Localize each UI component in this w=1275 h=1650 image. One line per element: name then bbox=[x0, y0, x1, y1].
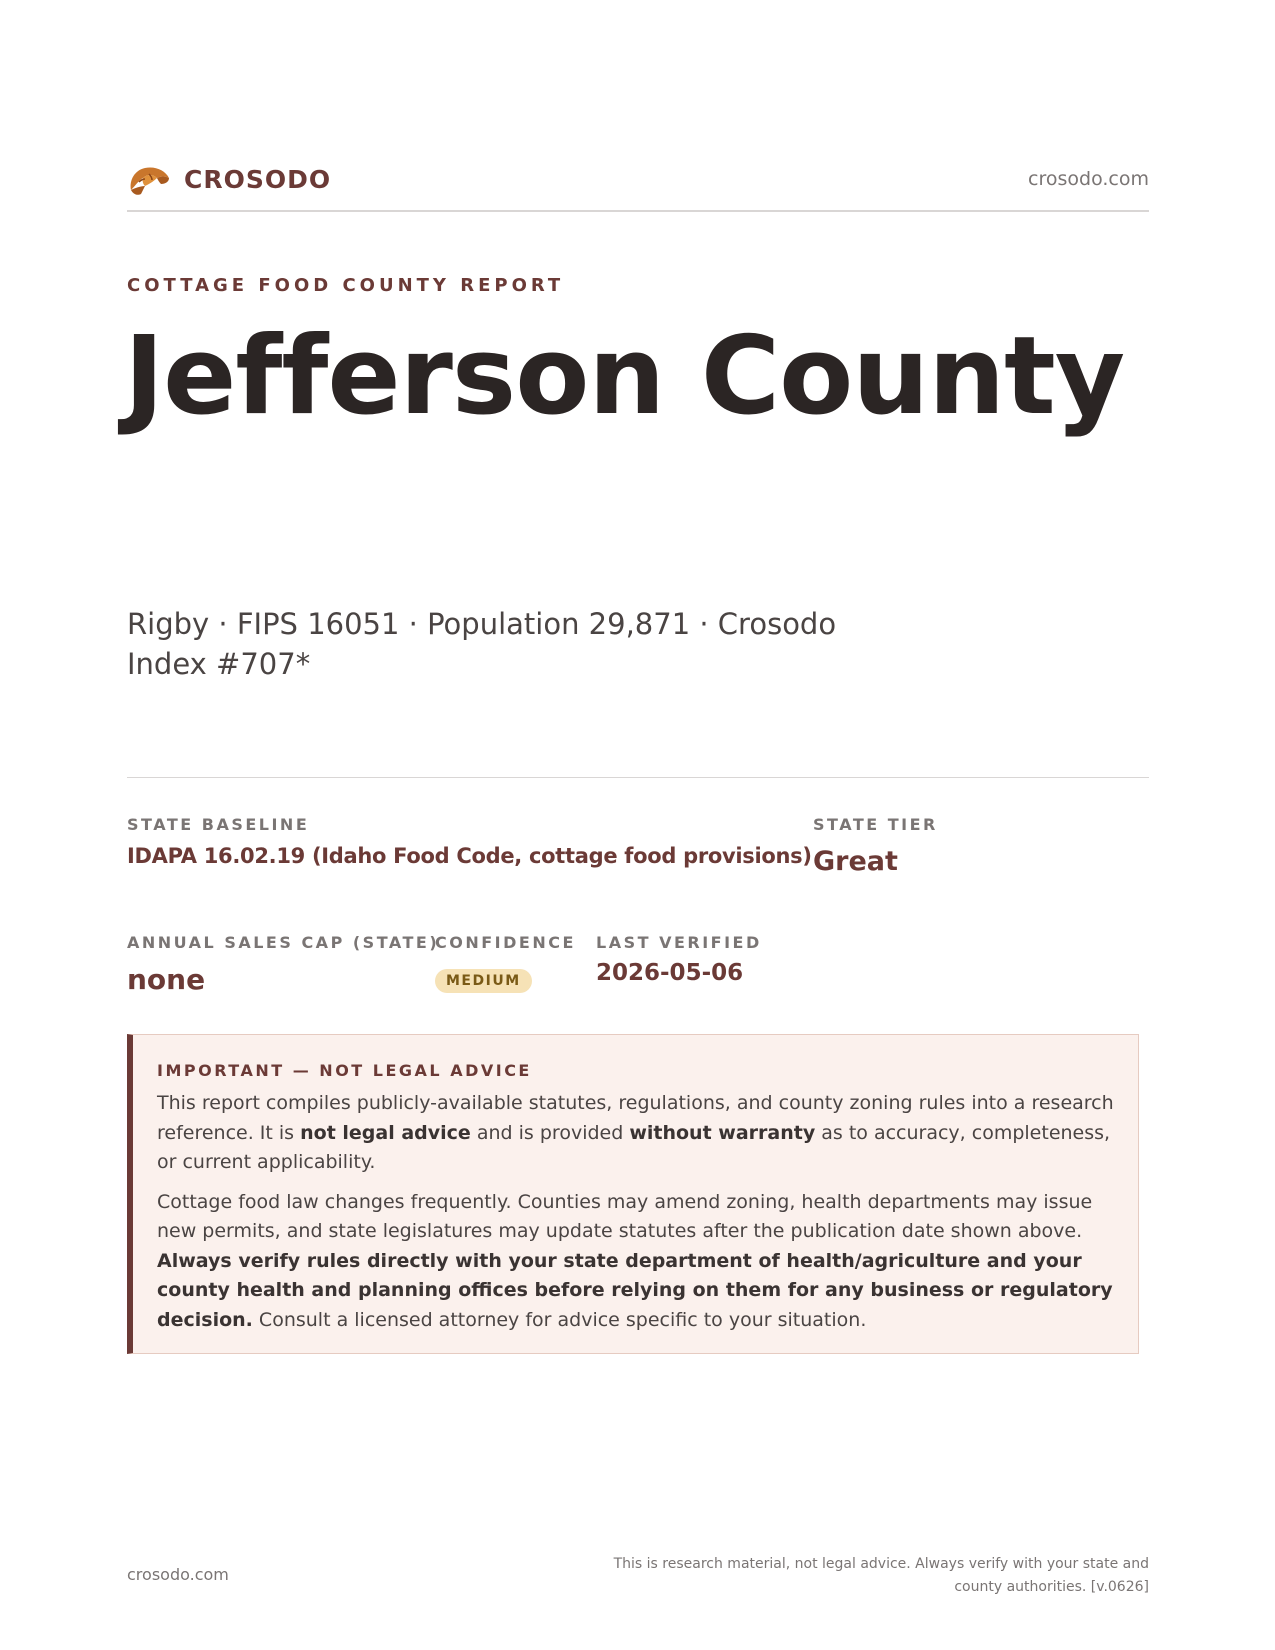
confidence-badge: MEDIUM bbox=[435, 969, 532, 993]
report-page bbox=[124, 0, 1149, 1650]
notice-emphasis: not legal advice bbox=[300, 1121, 471, 1144]
state-tier-value: Great bbox=[813, 846, 898, 877]
notice-emphasis: without warranty bbox=[629, 1121, 816, 1144]
notice-paragraph bbox=[157, 1089, 1117, 1178]
notice-text: This report compiles publicly-available statutes, regulations, and county zoning rules into a research reference. It is bbox=[157, 1092, 1114, 1144]
notice-emphasis: Always verify rules directly with your state department of health/agriculture and your county health and planning offices before relying on them for any business or regulatory decision. bbox=[157, 1249, 1113, 1331]
notice-body bbox=[157, 1089, 1117, 1345]
legal-notice bbox=[127, 1034, 1139, 1354]
brand-name: CROSODO bbox=[184, 165, 332, 194]
notice-text: Cottage food law changes frequently. Counties may amend zoning, health departments may issue new permits, and state legislatures may update statutes after the publication date shown above. bbox=[157, 1190, 1093, 1242]
footer-site-url[interactable]: crosodo.com bbox=[127, 1565, 229, 1584]
notice-text: Consult a licensed attorney for advice specific to your situation. bbox=[252, 1308, 867, 1331]
page-header bbox=[127, 160, 1149, 210]
sales-cap-label: ANNUAL SALES CAP (STATE) bbox=[127, 933, 440, 952]
last-verified-value: 2026-05-06 bbox=[596, 960, 744, 986]
notice-paragraph bbox=[157, 1188, 1117, 1336]
last-verified-label: LAST VERIFIED bbox=[596, 933, 762, 952]
page-title: Jefferson County bbox=[124, 314, 1125, 439]
confidence-label: CONFIDENCE bbox=[435, 933, 576, 952]
croissant-icon bbox=[127, 160, 171, 200]
sales-cap-value: none bbox=[127, 963, 206, 996]
notice-text: as to accuracy, completeness, or current applicability. bbox=[157, 1121, 1111, 1173]
county-meta: Rigby · FIPS 16051 · Population 29,871 · Crosodo Index #707* bbox=[127, 607, 837, 682]
notice-title: IMPORTANT — NOT LEGAL ADVICE bbox=[157, 1061, 532, 1080]
report-type-label: COTTAGE FOOD COUNTY REPORT bbox=[127, 275, 565, 296]
state-baseline-label: STATE BASELINE bbox=[127, 815, 310, 834]
header-divider bbox=[127, 210, 1149, 212]
site-url[interactable]: crosodo.com bbox=[1028, 168, 1149, 190]
section-divider bbox=[127, 777, 1149, 778]
state-tier-label: STATE TIER bbox=[813, 815, 938, 834]
footer-disclaimer: This is research material, not legal advice. Always verify with your state and county authorities. [v.0626] bbox=[613, 1556, 1149, 1595]
notice-text: and is provided bbox=[470, 1121, 630, 1144]
state-baseline-value: IDAPA 16.02.19 (Idaho Food Code, cottage food provisions) bbox=[127, 844, 812, 868]
